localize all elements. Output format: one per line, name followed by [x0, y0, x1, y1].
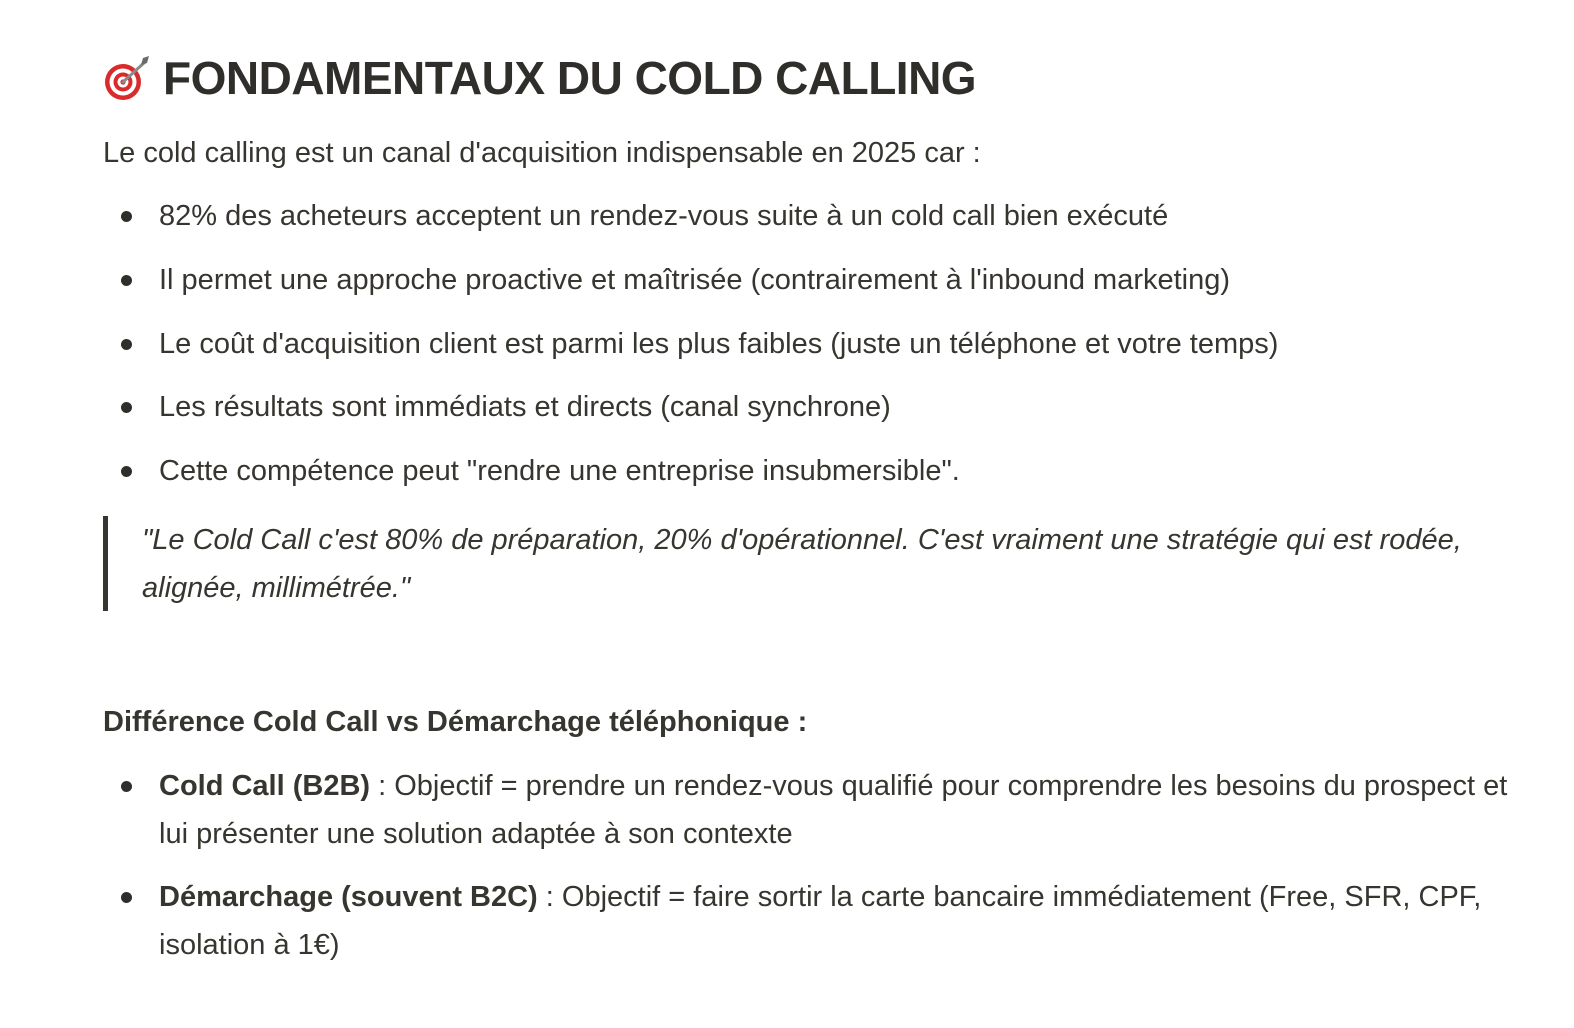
bullet-icon — [121, 211, 132, 222]
difference-list — [103, 762, 1513, 984]
difference-title: Différence Cold Call vs Démarchage téléphonique : — [103, 706, 808, 738]
bullet-icon — [121, 892, 132, 903]
list-item — [103, 873, 1513, 969]
list-item-term: Cold Call (B2B) — [159, 770, 371, 802]
list-item — [103, 762, 1513, 858]
page-heading — [103, 50, 976, 106]
list-item — [103, 192, 1513, 240]
bullet-icon — [121, 339, 132, 350]
list-item-text: Cette compétence peut "rendre une entreprise insubmersible". — [159, 455, 960, 487]
target-dart-icon — [103, 54, 151, 102]
list-item-text: Les résultats sont immédiats et directs (canal synchrone) — [159, 391, 891, 424]
list-item-text: : Objectif = faire sortir la carte bancaire immédiatement (Free, SFR, CPF, isolation à 1€) — [159, 881, 1482, 961]
list-item — [103, 383, 1513, 431]
heading-title: FONDAMENTAUX DU COLD CALLING — [163, 52, 977, 104]
intro-text: Le cold calling est un canal d'acquisition indispensable en 2025 car : — [103, 137, 981, 169]
bullet-icon — [121, 402, 132, 413]
list-item-text: Il permet une approche proactive et maîtrisée (contrairement à l'inbound marketing) — [159, 263, 1231, 296]
list-item-text: 82% des acheteurs acceptent un rendez-vous suite à un cold call bien exécuté — [159, 200, 1169, 232]
list-item — [103, 256, 1513, 304]
list-item — [103, 320, 1513, 368]
list-item-text: Le coût d'acquisition client est parmi les plus faibles (juste un téléphone et votre temps) — [159, 327, 1279, 360]
quote-block — [103, 516, 1503, 611]
list-item-text: : Objectif = prendre un rendez-vous qualifié pour comprendre les besoins du prospect et lui présenter une solution adaptée à son contexte — [159, 770, 1508, 850]
list-item-term: Démarchage (souvent B2C) — [159, 881, 538, 913]
quote-text: "Le Cold Call c'est 80% de préparation, 20% d'opérationnel. C'est vraiment une stratégie qui est rodée, alignée, millimétrée." — [142, 524, 1462, 604]
reasons-list — [103, 192, 1513, 511]
list-item — [103, 447, 1513, 495]
bullet-icon — [121, 275, 132, 286]
bullet-icon — [121, 781, 132, 792]
bullet-icon — [121, 466, 132, 477]
